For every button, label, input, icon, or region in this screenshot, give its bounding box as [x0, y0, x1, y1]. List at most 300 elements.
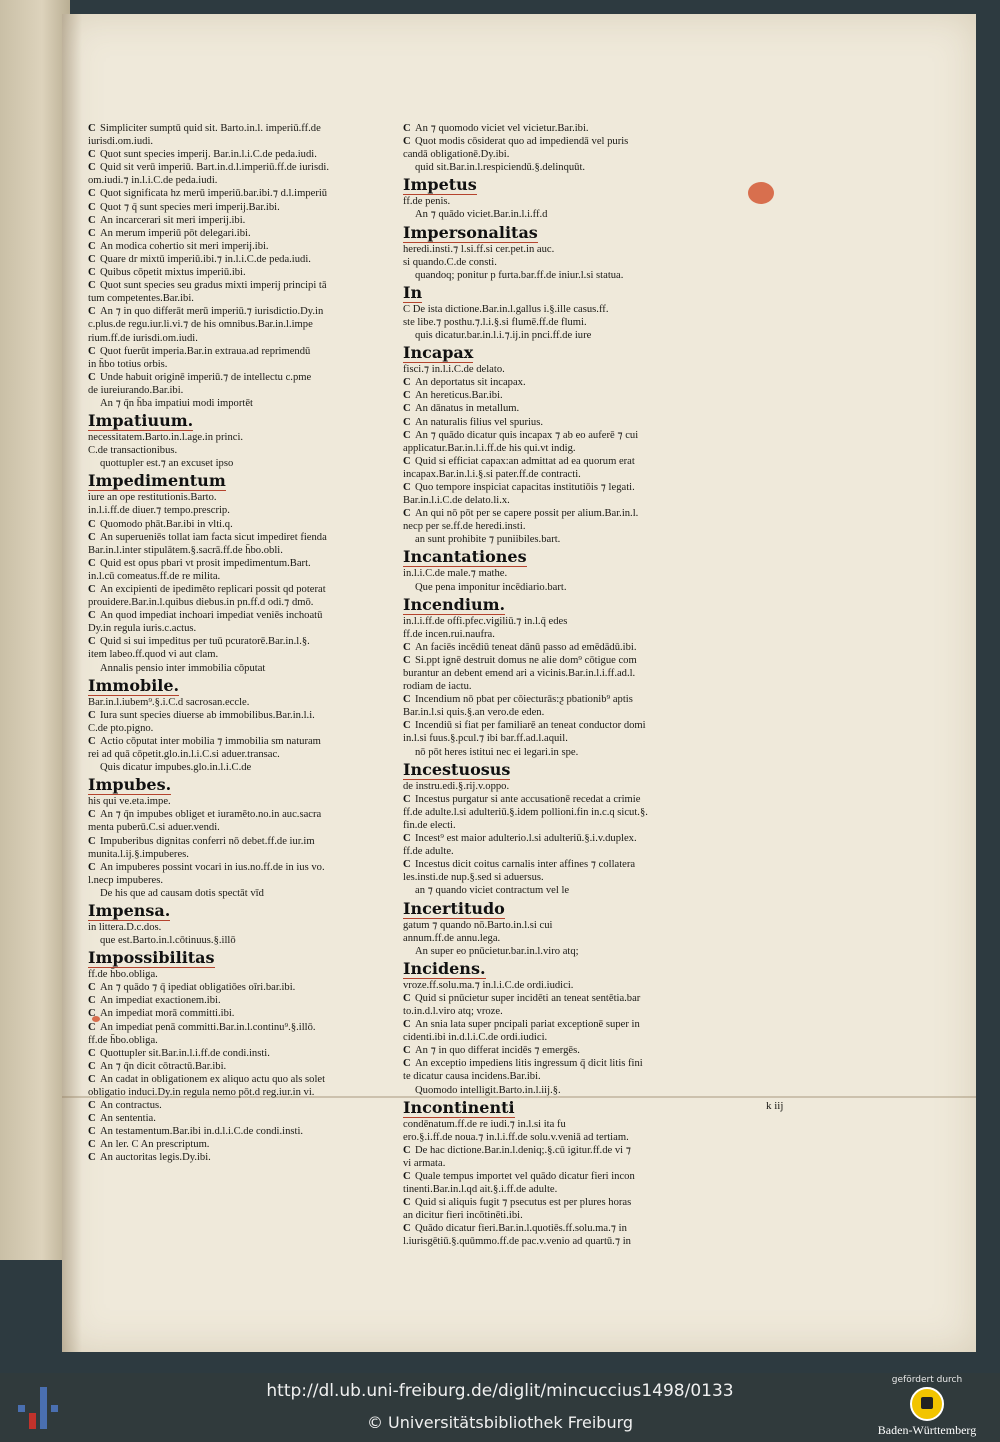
line-text: munita.l.ij.§.impuberes. [88, 848, 189, 860]
line-text: vroze.ff.solu.ma.⁊ in.l.i.C.de ordi.iudici. [403, 979, 574, 991]
line-text: annum.ff.de annu.lega. [403, 932, 501, 944]
text-line [403, 759, 703, 793]
line-text: de iureiurando.Bar.ibi. [88, 384, 184, 396]
text-line [403, 161, 703, 174]
text-line [88, 662, 368, 675]
text-line [88, 332, 368, 345]
line-text: Impuberibus dignitas conferri nō debet.ff.de iur.im [100, 835, 315, 847]
text-line [403, 468, 703, 481]
text-line [88, 1112, 368, 1125]
text-line [403, 746, 703, 759]
line-text: Quot sunt species imperij. Bar.in.l.i.C.de peda.iudi. [100, 149, 317, 161]
line-text: An sententia. [100, 1113, 156, 1125]
text-column-right [403, 122, 703, 1249]
line-text: obligatio induci.Dy.in regula nemo pōt.d reg.iur.in vi. [88, 1087, 315, 1098]
text-line [403, 898, 703, 932]
line-text: An ⁊ q̄n h̄ba impatiui modi importēt [100, 397, 253, 409]
line-text: Quomodo phāt.Bar.ibi in vlti.q. [100, 518, 233, 530]
paragraph-mark: C [88, 518, 96, 530]
text-line [403, 945, 703, 958]
line-text: ff.de h̄bo.obliga. [88, 1034, 158, 1046]
line-text: Simpliciter sumptū quid sit. Barto.in.l. imperiū.ff.de [100, 123, 321, 134]
line-text: An super eo pnūcietur.bar.in.l.viro atq; [415, 945, 579, 957]
line-text: les.insti.de nup.§.sed si aduersus. [403, 872, 544, 884]
paragraph-mark: C [88, 1152, 96, 1164]
text-line [403, 1070, 703, 1083]
line-text: fin.de electi. [403, 819, 456, 831]
line-text: candā obligationē.Dy.ibi. [403, 149, 510, 161]
text-line [403, 1170, 703, 1183]
paragraph-mark: C [88, 861, 96, 873]
paragraph-mark: C [88, 306, 96, 318]
text-line [88, 318, 368, 331]
line-text: to.in.d.l.viro atq; vroze. [403, 1005, 503, 1017]
line-text: An ⁊ quādo viciet.Bar.in.l.i.ff.d [415, 209, 548, 221]
line-text: si quando.C.de consti. [403, 256, 497, 268]
line-text: fisci.⁊ in.l.i.C.de delato. [403, 364, 505, 376]
line-text: Dy.in regula iuris.c.actus. [88, 623, 197, 635]
line-text: que est.Barto.in.l.cōtinuus.§.illō [100, 935, 236, 947]
text-line [88, 1073, 368, 1086]
paragraph-mark: C [403, 403, 411, 415]
paragraph-mark: C [88, 1113, 96, 1125]
lemma-heading: Incantationes [403, 547, 527, 567]
lemma-heading: Impubes. [88, 775, 172, 795]
line-text: An deportatus sit incapax. [415, 377, 526, 389]
line-text: iure an ope restitutionis.Barto. [88, 492, 217, 504]
paragraph-mark: C [88, 280, 96, 292]
text-line [88, 544, 368, 557]
line-text: in.l.si fuus.§.pcul.⁊ ibi bar.ff.ad.l.aquil. [403, 733, 568, 745]
line-text: An ⁊ in quo differāt merū imperiū.⁊ iurisdictio.Dy.in [100, 306, 324, 318]
text-line [88, 371, 368, 384]
text-line [403, 148, 703, 161]
text-line [88, 947, 368, 981]
text-line [403, 256, 703, 269]
text-line [403, 174, 703, 208]
line-text: applicatur.Bar.in.l.i.ff.de his qui.vt indig. [403, 442, 576, 454]
text-line [88, 253, 368, 266]
paragraph-mark: C [88, 1060, 96, 1072]
text-line [403, 884, 703, 897]
line-text: An naturalis filius vel spurius. [415, 416, 543, 428]
text-line [403, 1018, 703, 1031]
text-line [88, 1047, 368, 1060]
text-line [403, 958, 703, 992]
paragraph-mark: C [88, 610, 96, 622]
text-line [88, 410, 368, 444]
text-line [88, 444, 368, 457]
text-line [403, 208, 703, 221]
text-line [88, 848, 368, 861]
text-line [88, 622, 368, 635]
line-text: An ⁊ quādo ⁊ q̄ ipediat obligatiōes oīri.bar.ibi. [100, 982, 296, 994]
previous-page-edge [0, 0, 70, 1260]
line-text: in.l.i.ff.de diuer.⁊ tempo.prescrip. [88, 505, 230, 517]
line-text: rium.ff.de iurisdi.om.iudi. [88, 332, 198, 344]
text-line [403, 122, 703, 135]
text-line [88, 648, 368, 661]
line-text: ff.de adulte.l.si adulteriū.§.idem pollioni.fin in.c.q sicut.§. [403, 806, 648, 818]
paragraph-mark: C [403, 1144, 411, 1156]
text-line [88, 722, 368, 735]
line-text: iurisdi.om.iudi. [88, 136, 154, 148]
text-line [88, 994, 368, 1007]
lemma-heading: Impetus [403, 175, 477, 195]
paragraph-mark: C [88, 835, 96, 847]
text-line [88, 609, 368, 622]
line-text: tinenti.Bar.in.l.qd ait.§.i.ff.de adulte. [403, 1184, 558, 1196]
line-text: Quibus cōpetit mixtus imperiū.ibi. [100, 267, 246, 279]
paragraph-mark: C [403, 1197, 411, 1209]
paragraph-mark: C [88, 809, 96, 821]
paragraph-mark: C [88, 227, 96, 239]
line-text: An excipienti de ipedimēto replicari possit qd poterat [100, 584, 326, 595]
text-line [403, 594, 703, 628]
text-line [88, 504, 368, 517]
text-line [403, 316, 703, 329]
text-line [403, 1222, 703, 1235]
line-text: in littera.D.c.dos. [88, 921, 162, 933]
line-text: om.iudi.⁊ in.l.i.C.de peda.iudi. [88, 175, 218, 187]
paragraph-mark: C [403, 136, 411, 148]
line-text: Quale tempus importet vel quādo dicatur fieri incon [415, 1171, 635, 1182]
text-line [88, 1138, 368, 1151]
line-text: in h̄bo totius orbis. [88, 358, 168, 370]
text-line [403, 442, 703, 455]
text-line [403, 693, 703, 706]
line-text: in.l.cū comeatus.ff.de re milita. [88, 570, 221, 582]
line-text: rei ad quā cōpetit.glo.in.l.i.C.si aduer.transac. [88, 749, 280, 761]
line-text: Quot ⁊ q̄ sunt species meri imperij.Bar.ibi. [100, 201, 280, 213]
text-line [403, 1131, 703, 1144]
line-text: item labeo.ff.quod vi aut clam. [88, 649, 219, 661]
line-text: cidenti.ibi in.d.l.i.C.de ordi.iudici. [403, 1032, 548, 1044]
paragraph-mark: C [88, 1008, 96, 1020]
line-text: Quot significata hz merū imperiū.bar.ibi.⁊ d.l.imperiū [100, 188, 328, 200]
line-text: An impediat morā committi.ibi. [100, 1008, 235, 1020]
line-text: quandoq; ponitur p furta.bar.ff.de iniur.l.si statua. [415, 269, 624, 281]
line-text: Quottupler sit.Bar.in.l.i.ff.de condi.insti. [100, 1047, 270, 1059]
paragraph-mark: C [88, 214, 96, 226]
text-line [403, 1031, 703, 1044]
text-line [88, 135, 368, 148]
line-text: Quot fuerūt imperia.Bar.in extraua.ad reprimendū [100, 345, 311, 357]
text-column-left [88, 122, 368, 1165]
line-text: ff.de penis. [403, 196, 451, 208]
text-line [88, 266, 368, 279]
paragraph-mark: C [88, 123, 96, 134]
text-line [88, 174, 368, 187]
paragraph-mark: C [403, 654, 411, 666]
text-line [88, 305, 368, 318]
text-line [88, 1034, 368, 1047]
line-text: gatum ⁊ quando nō.Barto.in.l.si cui [403, 919, 553, 931]
line-text: An superueniēs tollat iam facta sicut impediret fienda [100, 531, 327, 543]
paragraph-mark: C [88, 201, 96, 213]
line-text: incapax.Bar.in.l.i.§.si pater.ff.de contracti. [403, 468, 581, 480]
line-text: burantur an debent emend ari a vicinis.Bar.in.l.i.ff.ad.l. [403, 668, 636, 679]
text-line [88, 821, 368, 834]
line-text: An ⁊ quomodo viciet vel vicietur.Bar.ibi. [415, 123, 589, 134]
text-line [403, 1235, 703, 1248]
line-text: Annalis pensio inter immobilia cōputat [100, 662, 266, 674]
text-line [88, 358, 368, 371]
line-text: necessitatem.Barto.in.l.age.in princi. [88, 432, 244, 444]
paragraph-mark: C [88, 1047, 96, 1059]
text-line [88, 384, 368, 397]
permalink-url[interactable]: http://dl.ub.uni-freiburg.de/diglit/mincuccius1498/0133 [266, 1381, 734, 1401]
text-line [403, 832, 703, 845]
text-line [403, 706, 703, 719]
paragraph-mark: C [403, 793, 411, 805]
line-text: quis dicatur.bar.in.l.i.⁊.ij.in pnci.ff.de iure [415, 330, 592, 342]
text-line [88, 161, 368, 174]
text-line [403, 1097, 703, 1131]
line-text: his qui ve.eta.impe. [88, 796, 171, 808]
paragraph-mark: C [88, 557, 96, 569]
paragraph-mark: C [88, 267, 96, 279]
line-text: Quo tempore inspiciat capacitas institutiōis ⁊ legati. [415, 481, 635, 493]
text-line [88, 1021, 368, 1034]
line-text: heredi.insti.⁊ l.si.ff.si cer.pet.in auc. [403, 243, 555, 255]
paragraph-mark: C [403, 859, 411, 871]
text-line [403, 520, 703, 533]
paragraph-mark: C [88, 1100, 96, 1112]
text-line [88, 292, 368, 305]
text-line [403, 1057, 703, 1070]
line-text: ero.§.i.ff.de noua.⁊ in.l.i.ff.de solu.v.veniā ad tertiam. [403, 1131, 629, 1143]
paragraph-mark: C [403, 481, 411, 493]
line-text: Quis dicatur impubes.glo.in.l.i.C.de [100, 762, 252, 774]
text-line [403, 732, 703, 745]
line-text: nō pōt heres istitui nec ei legari.in spe. [415, 746, 579, 758]
lemma-heading: Incidens. [403, 958, 486, 978]
text-line [403, 329, 703, 342]
red-ink-blot [748, 182, 774, 204]
line-text: Incestus purgatur si ante accusationē recedat a crimie [415, 793, 641, 805]
paragraph-mark: C [403, 390, 411, 402]
paragraph-mark: C [88, 371, 96, 383]
text-line [403, 819, 703, 832]
paragraph-mark: C [403, 1223, 411, 1235]
text-line [403, 222, 703, 256]
paragraph-mark: C [403, 641, 411, 653]
text-line [403, 1157, 703, 1170]
text-line [88, 709, 368, 722]
paragraph-mark: C [88, 584, 96, 595]
paragraph-mark: C [403, 720, 411, 732]
line-text: An snia lata super pncipali pariat exceptionē super in [415, 1019, 640, 1031]
text-line [403, 533, 703, 546]
line-text: vi armata. [403, 1157, 446, 1169]
line-text: Incendiū si fiat per familiarē an teneat conductor domi [415, 720, 646, 732]
line-text: an dicitur fieri incōtinēti.ibi. [403, 1210, 523, 1222]
coat-of-arms-icon [910, 1387, 944, 1421]
line-text: An impediat penā committi.Bar.in.l.continu⁹.§.illō. [100, 1021, 316, 1033]
text-line [88, 861, 368, 874]
lemma-heading: Incertitudo [403, 898, 505, 918]
line-text: c.plus.de regu.iur.li.vi.⁊ de his omnibus.Bar.in.l.impe [88, 319, 313, 331]
line-text: An faciēs incēdiū teneat dānū passo ad emēdādū.ibi. [415, 641, 637, 653]
line-text: l.iurisgētiū.§.quūmmo.ff.de pac.v.venio ad quartū.⁊ in [403, 1236, 631, 1248]
paragraph-mark: C [88, 162, 96, 174]
text-line [403, 1196, 703, 1209]
line-text: Quid si aliquis fugit ⁊ psecutus est per plures horas [415, 1197, 632, 1209]
lemma-heading: Impedimentum [88, 471, 226, 491]
line-text: ff.de adulte. [403, 846, 454, 858]
line-text: Actio cōputat inter mobilia ⁊ immobilia sm naturam [100, 735, 321, 747]
line-text: An contractus. [100, 1100, 162, 1112]
line-text: ff.de h̄bo.obliga. [88, 969, 158, 981]
text-line [88, 345, 368, 358]
viewer-footer [0, 1373, 1000, 1442]
text-line [88, 187, 368, 200]
text-line [403, 546, 703, 580]
text-line [403, 135, 703, 148]
line-text: Que pena imponitur incēdiario.bart. [415, 581, 567, 593]
line-text: Quādo dicatur fieri.Bar.in.l.quotiēs.ff.solu.ma.⁊ in [415, 1223, 627, 1235]
text-line [88, 518, 368, 531]
text-line [88, 240, 368, 253]
text-line [403, 871, 703, 884]
text-line [88, 457, 368, 470]
text-line [403, 654, 703, 667]
line-text: Quid si sui impeditus per tuū pcuratorē.Bar.in.l.§. [100, 636, 310, 648]
paragraph-mark: C [88, 1073, 96, 1085]
line-text: menta puberū.C.si aduer.vendi. [88, 822, 220, 834]
text-line [88, 122, 368, 135]
text-line [403, 806, 703, 819]
text-line [88, 774, 368, 808]
paragraph-mark: C [88, 345, 96, 357]
text-line [88, 279, 368, 292]
line-text: Unde habuit originē imperiū.⁊ de intellectu c.pme [100, 371, 312, 383]
text-line [403, 719, 703, 732]
text-line [88, 887, 368, 900]
text-line [403, 1005, 703, 1018]
funder-name: Baden-Württemberg [877, 1423, 977, 1437]
line-text: An ⁊ q̄n impubes obliget et iuramēto.no.in auc.sacra [100, 809, 322, 821]
line-text: an ⁊ quando viciet contractum vel le [415, 885, 570, 897]
paragraph-mark: C [403, 694, 411, 706]
text-line [88, 1086, 368, 1099]
line-text: An merum imperiū pōt delegari.ibi. [100, 227, 251, 239]
line-text: Incestus dicit coitus carnalis inter affines ⁊ collatera [415, 859, 636, 871]
text-line [403, 481, 703, 494]
line-text: an sunt prohibite ⁊ puniibiles.bart. [415, 534, 561, 546]
text-line [403, 402, 703, 415]
funder-logo [864, 1375, 990, 1439]
line-text: Quid si pnūcietur super incidēti an teneat sentētia.bar [415, 992, 641, 1004]
line-text: rodiam de iactu. [403, 681, 472, 693]
text-line [88, 557, 368, 570]
text-line [88, 1125, 368, 1138]
line-text: An dānatus in metallum. [415, 403, 520, 415]
paragraph-mark: C [88, 1139, 96, 1151]
lemma-heading: In [403, 282, 423, 302]
paragraph-mark: C [88, 188, 96, 200]
lemma-heading: Impossibilitas [88, 948, 215, 968]
lemma-heading: Incendium. [403, 594, 506, 614]
paragraph-mark: C [403, 1058, 411, 1070]
line-text: An hereticus.Bar.ibi. [415, 390, 503, 402]
line-text: An auctoritas legis.Dy.ibi. [100, 1152, 211, 1164]
text-line [403, 342, 703, 376]
text-line [88, 214, 368, 227]
text-line [403, 932, 703, 945]
paragraph-mark: C [403, 429, 411, 441]
text-line [403, 641, 703, 654]
copyright-notice: © Universitätsbibliothek Freiburg [366, 1413, 634, 1432]
paragraph-mark: C [403, 416, 411, 428]
text-line [88, 635, 368, 648]
paragraph-mark: C [88, 709, 96, 721]
line-text: Bar.in.l.inter stipulātem.§.sacrā.ff.de h̄bo.obli. [88, 544, 283, 556]
text-line [403, 429, 703, 442]
line-text: An modica cohertio sit meri imperij.ibi. [100, 240, 269, 252]
text-line [88, 148, 368, 161]
paragraph-mark: C [88, 240, 96, 252]
line-text: An cadat in obligationem ex aliquo actu quo als solet [100, 1073, 326, 1085]
line-text: Si.ppt ignē destruit domus ne alie dom⁹ cōtigue com [415, 654, 637, 666]
text-line [403, 667, 703, 680]
line-text: Iura sunt species diuerse ab immobilibus.Bar.in.l.i. [100, 709, 315, 721]
text-line [88, 748, 368, 761]
line-text: l.necp impuberes. [88, 874, 164, 886]
line-text: Incendium nō pbat per cōiecturās:ƺ pbationib⁹ aptis [415, 694, 633, 706]
line-text: in.l.i.C.de male.⁊ mathe. [403, 568, 508, 580]
text-line [403, 389, 703, 402]
text-line [403, 1084, 703, 1097]
paragraph-mark: C [403, 1019, 411, 1031]
text-line [403, 845, 703, 858]
line-text: An ⁊ q̄n dicit cōtractū.Bar.ibi. [100, 1060, 227, 1072]
line-text: An testamentum.Bar.ibi in.d.l.i.C.de condi.insti. [100, 1126, 304, 1138]
text-line [403, 992, 703, 1005]
text-line [88, 808, 368, 821]
text-line [88, 596, 368, 609]
line-text: C.de transactionibus. [88, 445, 178, 457]
text-line [88, 570, 368, 583]
paragraph-mark: C [403, 508, 411, 520]
line-text: De hac dictione.Bar.in.l.deniq;.§.cū igitur.ff.de vi ⁊ [415, 1144, 632, 1156]
line-text: quottupler est.⁊ an excuset ipso [100, 458, 234, 470]
line-text: Quomodo intelligit.Barto.in.l.iij.§. [415, 1084, 561, 1096]
line-text: An incarcerari sit meri imperij.ibi. [100, 214, 246, 226]
lemma-heading: Impatiuum. [88, 411, 194, 431]
line-text: in.l.i.ff.de offi.pfec.vigiliū.⁊ in.l.q̄ edes [403, 615, 568, 627]
text-line [403, 1209, 703, 1222]
text-line [88, 1099, 368, 1112]
line-text: te dicatur causa incidens.Bar.ibi. [403, 1071, 541, 1083]
text-line [403, 455, 703, 468]
paragraph-mark: C [403, 833, 411, 845]
lemma-heading: Immobile. [88, 675, 180, 695]
text-line [88, 470, 368, 504]
lemma-heading: Impensa. [88, 900, 171, 920]
text-line [88, 1151, 368, 1164]
paragraph-mark: C [88, 995, 96, 1007]
line-text: Bar.in.l.i.C.de delato.li.x. [403, 495, 510, 507]
line-text: tum competentes.Bar.ibi. [88, 293, 194, 305]
paragraph-mark: C [88, 1126, 96, 1138]
text-line [88, 227, 368, 240]
text-line [88, 1060, 368, 1073]
paragraph-mark: C [403, 992, 411, 1004]
line-text: An ⁊ in quo differat incidēs ⁊ emergēs. [415, 1045, 580, 1057]
text-line [88, 981, 368, 994]
